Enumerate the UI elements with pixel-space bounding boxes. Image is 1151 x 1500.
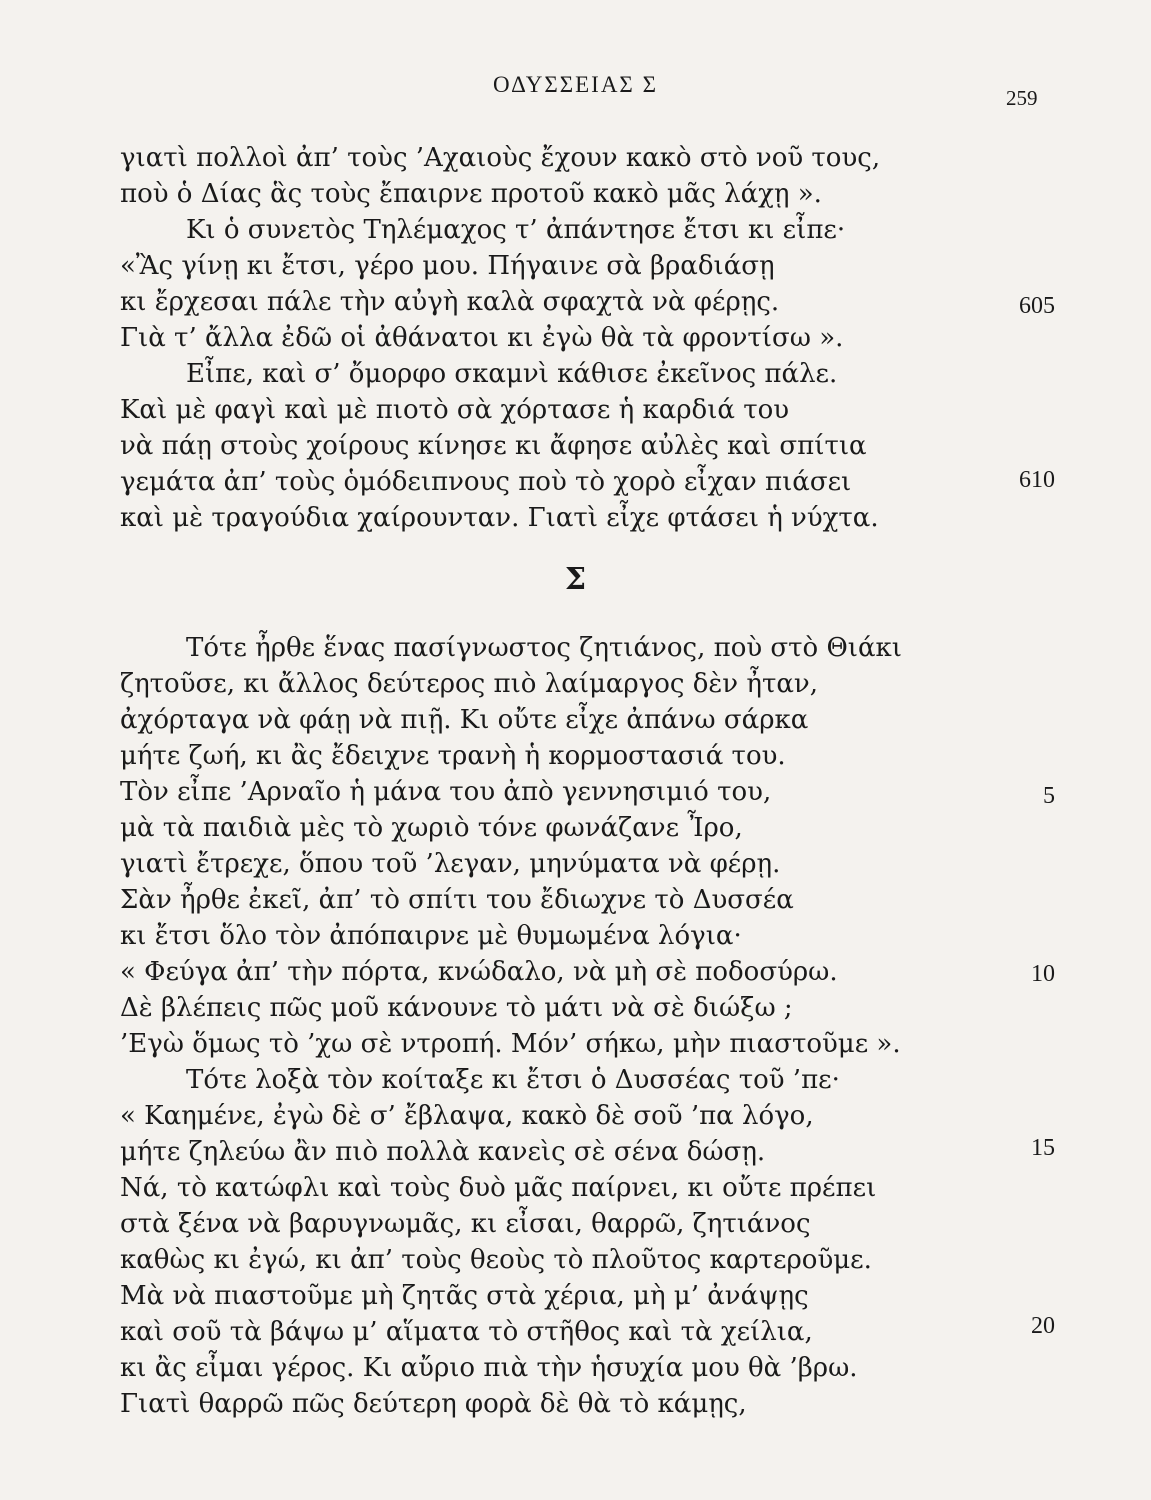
- verse-line: μήτε ζωή, κι ἂς ἔδειχνε τρανὴ ἡ κορμοστασιά του.: [120, 741, 786, 771]
- book-heading: Σ: [564, 562, 587, 597]
- verse-line: στὰ ξένα νὰ βαρυγνωμᾶς, κι εἶσαι, θαρρῶ, ζητιάνος: [120, 1209, 811, 1239]
- verse-line: μήτε ζηλεύω ἂν πιὸ πολλὰ κανεὶς σὲ σένα δώσῃ.: [120, 1137, 766, 1167]
- verse-line: ’Εγὼ ὅμως τὸ ’χω σὲ ντροπή. Μόν’ σήκω, μὴν πιαστοῦμε ».: [120, 1029, 901, 1059]
- verse-line: Τὸν εἶπε ’Αρναῖο ἡ μάνα του ἀπὸ γεννησιμιό του,: [120, 777, 772, 807]
- verse-line: κι ἔρχεσαι πάλε τὴν αὐγὴ καλὰ σφαχτὰ νὰ φέρῃς.: [120, 287, 780, 317]
- verse-line: « Καημένε, ἐγὼ δὲ σ’ ἔβλαψα, κακὸ δὲ σοῦ ’πα λόγο,: [120, 1101, 814, 1131]
- verse-line: κι ἔτσι ὅλο τὸν ἀπόπαιρνε μὲ θυμωμένα λόγια·: [120, 921, 742, 951]
- verse-line: γιατὶ πολλοὶ ἀπ’ τοὺς ’Αχαιοὺς ἔχουν κακὸ στὸ νοῦ τους,: [120, 143, 881, 173]
- verse-line: «Ἂς γίνῃ κι ἔτσι, γέρο μου. Πήγαινε σὰ βραδιάσῃ: [120, 251, 775, 281]
- line-number: 20: [1031, 1313, 1055, 1339]
- verse-line: Δὲ βλέπεις πῶς μοῦ κάνουνε τὸ μάτι νὰ σὲ διώξω ;: [120, 993, 793, 1023]
- verse-line: γιατὶ ἔτρεχε, ὅπου τοῦ ’λεγαν, μηνύματα νὰ φέρῃ.: [120, 849, 781, 879]
- verse-line: Τότε λοξὰ τὸν κοίταξε κι ἔτσι ὁ Δυσσέας τοῦ ’πε·: [186, 1065, 840, 1095]
- verse-line: Κι ὁ συνετὸς Τηλέμαχος τ’ ἀπάντησε ἔτσι κι εἶπε·: [186, 215, 846, 245]
- verse-line: νὰ πάῃ στοὺς χοίρους κίνησε κι ἄφησε αὐλὲς καὶ σπίτια: [120, 431, 867, 461]
- verse-line: ζητοῦσε, κι ἄλλος δεύτερος πιὸ λαίμαργος δὲν ἦταν,: [120, 669, 818, 699]
- page-number: 259: [1006, 86, 1038, 110]
- running-title: ΟΔΥΣΣΕΙΑΣ Σ: [493, 72, 658, 97]
- verse-line: Νά, τὸ κατώφλι καὶ τοὺς δυὸ μᾶς παίρνει, κι οὔτε πρέπει: [120, 1173, 877, 1203]
- line-number: 605: [1019, 293, 1055, 319]
- verse-line: Καὶ μὲ φαγὶ καὶ μὲ πιοτὸ σὰ χόρτασε ἡ καρδιά του: [120, 395, 790, 425]
- verse-line: γεμάτα ἀπ’ τοὺς ὁμόδειπνους ποὺ τὸ χορὸ εἶχαν πιάσει: [120, 467, 852, 497]
- verse-line: καθὼς κι ἐγώ, κι ἀπ’ τοὺς θεοὺς τὸ πλοῦτος καρτεροῦμε.: [120, 1245, 872, 1275]
- line-number: 610: [1019, 467, 1055, 493]
- verse-line: Σὰν ἦρθε ἐκεῖ, ἀπ’ τὸ σπίτι του ἔδιωχνε τὸ Δυσσέα: [120, 885, 794, 915]
- line-number: 10: [1031, 961, 1055, 987]
- verse-line: κι ἂς εἶμαι γέρος. Κι αὔριο πιὰ τὴν ἡσυχία μου θὰ ’βρω.: [120, 1353, 858, 1383]
- verse-line: Γιὰ τ’ ἄλλα ἐδῶ οἱ ἀθάνατοι κι ἐγὼ θὰ τὰ φροντίσω ».: [120, 323, 844, 353]
- verse-line: καὶ σοῦ τὰ βάψω μ’ αἵματα τὸ στῆθος καὶ τὰ χείλια,: [120, 1317, 813, 1347]
- verse-line: Τότε ἦρθε ἕνας πασίγνωστος ζητιάνος, ποὺ στὸ Θιάκι: [186, 633, 902, 663]
- verse-line: καὶ μὲ τραγούδια χαίρουνταν. Γιατὶ εἶχε φτάσει ἡ νύχτα.: [120, 503, 879, 533]
- verse-line: Εἶπε, καὶ σ’ ὄμορφο σκαμνὶ κάθισε ἐκεῖνος πάλε.: [186, 359, 838, 389]
- verse-line: ἀχόρταγα νὰ φάῃ νὰ πιῇ. Κι οὔτε εἶχε ἀπάνω σάρκα: [120, 705, 809, 735]
- verse-line: μὰ τὰ παιδιὰ μὲς τὸ χωριὸ τόνε φωνάζανε Ἶρο,: [120, 813, 743, 843]
- line-number: 15: [1031, 1135, 1055, 1161]
- verse-line: « Φεύγα ἀπ’ τὴν πόρτα, κνώδαλο, νὰ μὴ σὲ ποδοσύρω.: [120, 957, 838, 987]
- verse-line: Μὰ νὰ πιαστοῦμε μὴ ζητᾶς στὰ χέρια, μὴ μ’ ἀνάψῃς: [120, 1281, 809, 1311]
- line-number: 5: [1043, 783, 1055, 809]
- verse-line: ποὺ ὁ Δίας ἃς τοὺς ἔπαιρνε προτοῦ κακὸ μᾶς λάχῃ ».: [120, 179, 822, 209]
- verse-line: Γιατὶ θαρρῶ πῶς δεύτερη φορὰ δὲ θὰ τὸ κάμῃς,: [120, 1389, 747, 1419]
